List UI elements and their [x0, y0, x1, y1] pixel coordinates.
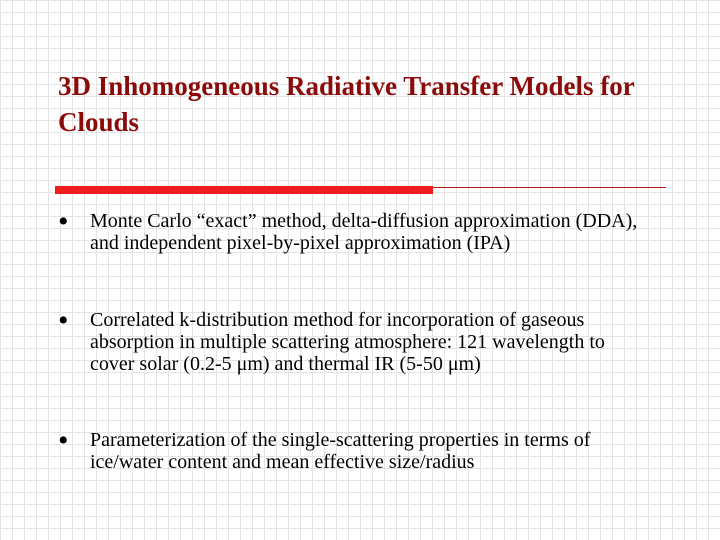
- bullet-dot-icon: •: [58, 424, 69, 457]
- bullet-text: Parameterization of the single-scattering properties in terms of ice/water content and mean effective size/radius: [90, 429, 591, 473]
- bullet-dot-icon: •: [58, 205, 69, 238]
- bullet-text: Monte Carlo “exact” method, delta-diffusion approximation (DDA), and independent pixel-by-pixel approximation (IPA): [90, 210, 638, 254]
- bullet-text: Correlated k-distribution method for incorporation of gaseous absorption in multiple scattering atmosphere: 121 wavelength to cover solar (0.2-5 μm) and thermal IR (5-50 μm): [90, 309, 605, 375]
- title-divider-thick: [55, 186, 433, 194]
- bullet-dot-icon: •: [58, 304, 69, 337]
- slide-title: 3D Inhomogeneous Radiative Transfer Models for Clouds: [58, 71, 635, 137]
- title-divider-thin: [433, 187, 666, 188]
